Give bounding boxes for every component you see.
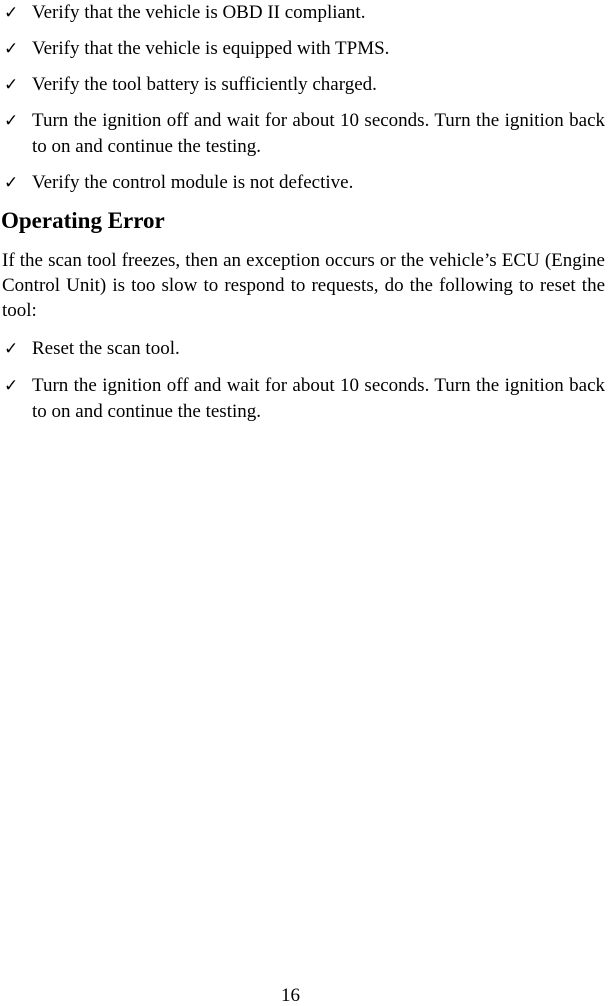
checklist-item	[0, 0, 605, 26]
checklist-item	[0, 336, 605, 362]
checklist-item	[0, 373, 605, 425]
section-paragraph: If the scan tool freezes, then an exception occurs or the vehicle’s ECU (Engine Control Unit) is too slow to respond to requests, do the following to reset the tool:	[2, 250, 605, 321]
section-heading: Operating Error	[1, 208, 165, 233]
checkmark-icon: ✓	[4, 111, 19, 131]
checklist-item-text: Verify that the vehicle is OBD II compliant.	[32, 2, 366, 23]
checklist-item	[0, 108, 605, 160]
checklist-item-text: Turn the ignition off and wait for about 10 seconds. Turn the ignition back to on and continue the testing.	[32, 375, 605, 422]
reset-checklist	[0, 336, 605, 425]
checkmark-icon: ✓	[4, 173, 19, 193]
checklist-item-text: Reset the scan tool.	[32, 338, 180, 359]
checkmark-icon: ✓	[4, 376, 19, 396]
checklist-item-text: Verify the control module is not defective.	[32, 172, 354, 193]
checklist-item-text: Turn the ignition off and wait for about 10 seconds. Turn the ignition back to on and continue the testing.	[32, 110, 605, 157]
checkmark-icon: ✓	[4, 39, 19, 59]
checkmark-icon: ✓	[4, 339, 19, 359]
checkmark-icon: ✓	[4, 3, 19, 23]
checkmark-icon: ✓	[4, 75, 19, 95]
checklist-item	[0, 36, 605, 62]
page-number: 16	[281, 985, 300, 1006]
checklist-item-text: Verify that the vehicle is equipped with TPMS.	[32, 38, 390, 59]
troubleshooting-checklist	[0, 0, 605, 196]
checklist-item-text: Verify the tool battery is sufficiently charged.	[32, 74, 377, 95]
checklist-item	[0, 72, 605, 98]
checklist-item	[0, 170, 605, 196]
